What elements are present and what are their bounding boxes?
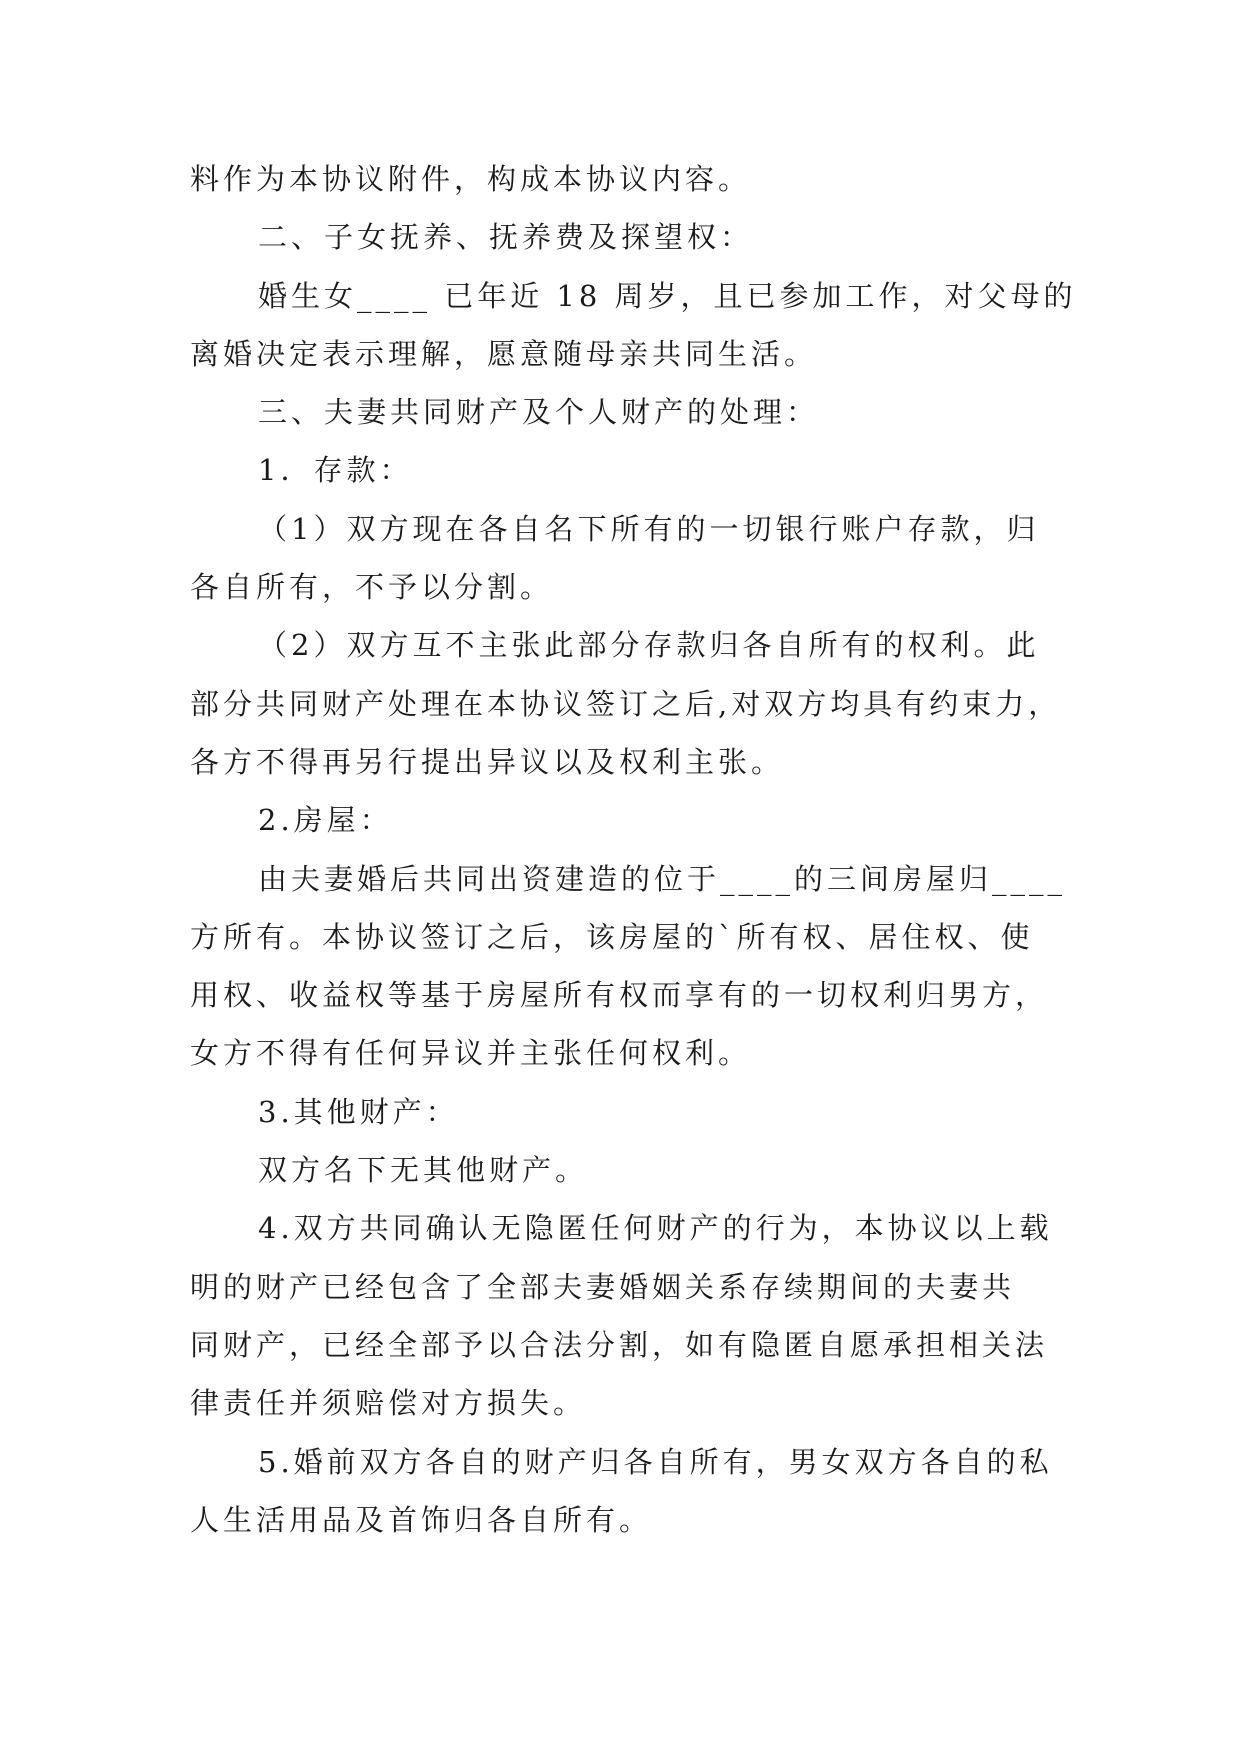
paragraph-line: 女方不得有任何异议并主张任何权利。 (190, 1036, 752, 1071)
paragraph-line: 人生活用品及首饰归各自所有。 (190, 1502, 653, 1537)
paragraph-line: （2）双方互不主张此部分存款归各自所有的权利。此 (258, 628, 1040, 663)
paragraph-line: 由夫妻婚后共同出资建造的位于____的三间房屋归____ (258, 861, 1067, 896)
paragraph-line: 方所有。本协议签订之后，该房屋的`所有权、居住权、使 (190, 919, 1034, 954)
paragraph-line: （1）双方现在各自名下所有的一切银行账户存款，归 (258, 511, 1040, 546)
subheading-house: 2.房屋： (258, 803, 393, 838)
paragraph-line: 部分共同财产处理在本协议签订之后,对双方均具有约束力， (190, 686, 1062, 721)
paragraph-line: 4.双方共同确认无隐匿任何财产的行为，本协议以上载 (258, 1211, 1053, 1246)
paragraph-line: 料作为本协议附件，构成本协议内容。 (190, 162, 752, 196)
subheading-deposits: 1．存款： (258, 453, 413, 488)
paragraph-line: 律责任并须赔偿对方损失。 (190, 1386, 587, 1421)
section-heading-children: 二、子女抚养、抚养费及探望权： (258, 220, 754, 255)
paragraph-line: 5.婚前双方各自的财产归各自所有，男女双方各自的私 (258, 1444, 1053, 1479)
paragraph-line: 各方不得再另行提出异议以及权利主张。 (190, 744, 785, 779)
document-body (190, 150, 1077, 1549)
paragraph-line: 明的财产已经包含了全部夫妻婚姻关系存续期间的夫妻共 (190, 1269, 1016, 1304)
paragraph-line: 婚生女____ 已年近 18 周岁，且已参加工作，对父母的 (258, 278, 1077, 313)
paragraph-line: 用权、收益权等基于房屋所有权而享有的一切权利归男方， (190, 978, 1049, 1013)
subheading-other-property: 3.其他财产： (258, 1094, 459, 1129)
paragraph-line: 离婚决定表示理解，愿意随母亲共同生活。 (190, 336, 818, 371)
paragraph-line: 双方名下无其他财产。 (258, 1153, 589, 1188)
paragraph-line: 同财产，已经全部予以合法分割，如有隐匿自愿承担相关法 (190, 1327, 1049, 1362)
paragraph-line: 各自所有，不予以分割。 (190, 570, 554, 605)
section-heading-property: 三、夫妻共同财产及个人财产的处理： (258, 395, 820, 430)
